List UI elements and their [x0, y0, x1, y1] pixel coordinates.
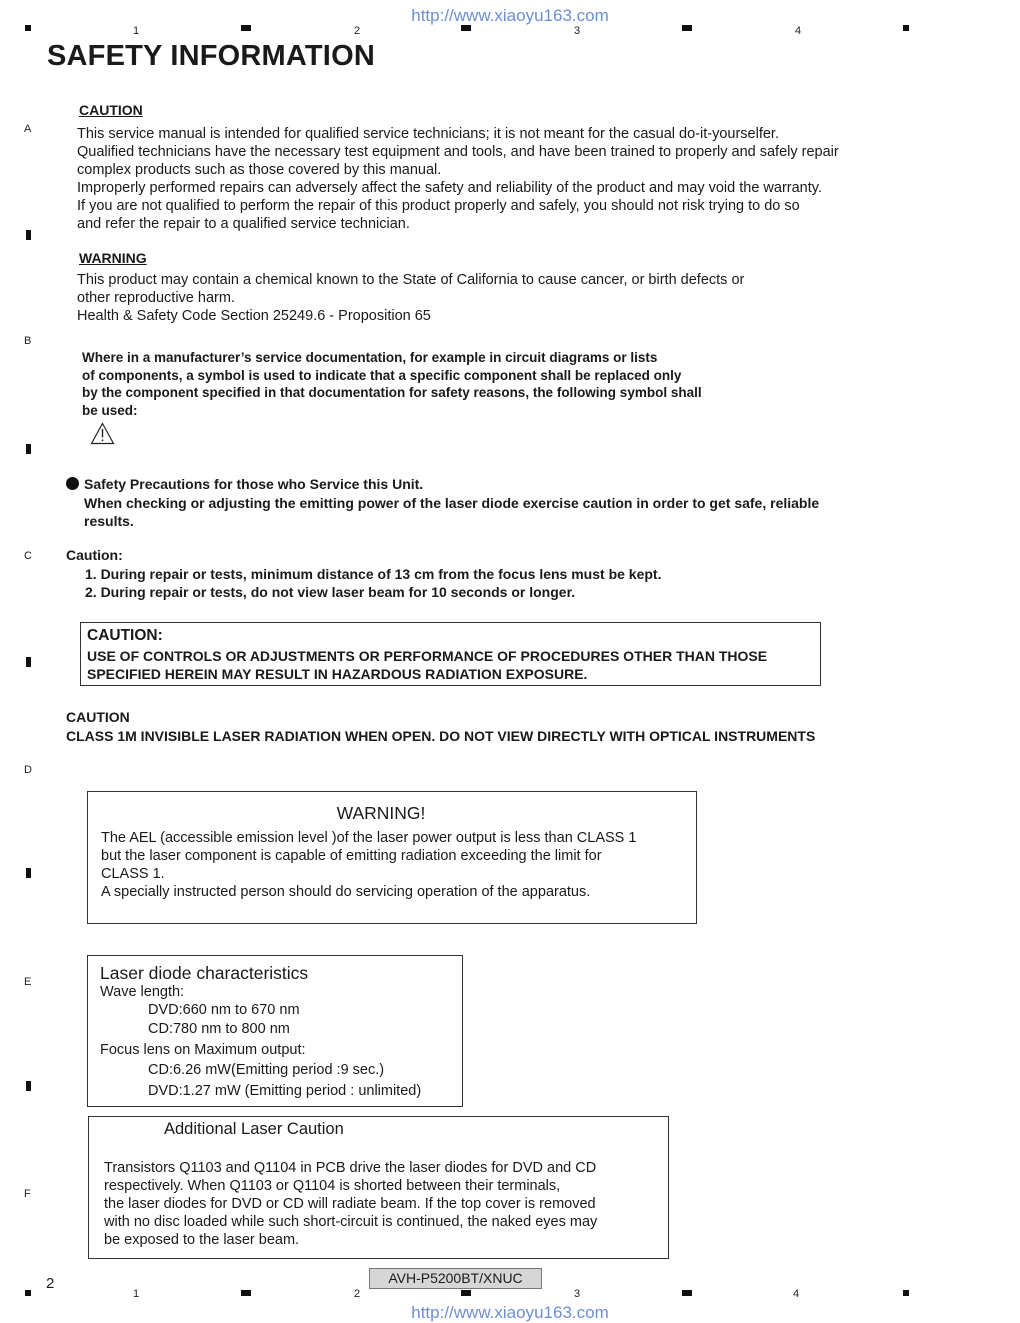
symbol-note-line: Where in a manufacturer’s service documentation, for example in circuit diagrams or lists — [82, 350, 658, 365]
precautions-line: results. — [84, 513, 134, 529]
caution-list — [85, 565, 661, 601]
symbol-note-line: by the component specified in that documentation for safety reasons, the following symbol shall — [82, 385, 702, 400]
caution-box-line: SPECIFIED HEREIN MAY RESULT IN HAZARDOUS RADIATION EXPOSURE. — [87, 666, 588, 682]
caution-list-item: 1. During repair or tests, minimum distance of 13 cm from the focus lens must be kept. — [85, 566, 662, 582]
row-letter: A — [24, 123, 32, 135]
caution-box-line: USE OF CONTROLS OR ADJUSTMENTS OR PERFORMANCE OF PROCEDURES OTHER THAN THOSE — [87, 648, 768, 664]
additional-box-line: be exposed to the laser beam. — [104, 1232, 300, 1248]
additional-box-line: respectively. When Q1103 or Q1104 is shorted between their terminals, — [104, 1178, 561, 1194]
caution-line: If you are not qualified to perform the repair of this product properly and safely, you should not risk trying to do so — [77, 198, 800, 214]
corner-mark-top-right — [903, 25, 909, 31]
column-mark-top — [461, 25, 471, 31]
column-number: 1 — [133, 1288, 140, 1300]
caution-line: Improperly performed repairs can adversely affect the safety and reliability of the product and may void the warranty. — [77, 180, 822, 196]
caution-line: and refer the repair to a qualified service technician. — [77, 216, 410, 232]
page-number: 2 — [46, 1275, 55, 1292]
model-number: AVH-P5200BT/XNUC — [369, 1268, 542, 1289]
caution-box — [80, 622, 821, 686]
laser-characteristics-box — [87, 955, 463, 1107]
column-mark-bottom — [241, 1290, 251, 1296]
warning-triangle-icon — [90, 422, 115, 445]
row-letter: F — [24, 1188, 31, 1200]
warning-box-line: CLASS 1. — [101, 866, 165, 882]
warning-box-heading: WARNING! — [336, 803, 426, 823]
corner-mark-bottom-left — [25, 1290, 31, 1296]
additional-laser-caution-box — [88, 1116, 669, 1259]
symbol-note — [82, 349, 702, 419]
footer-url[interactable]: http://www.xiaoyu163.com — [411, 1303, 609, 1322]
column-mark-top — [682, 25, 692, 31]
caution-heading: CAUTION — [79, 102, 143, 118]
additional-box-line: with no disc loaded while such short-circuit is continued, the naked eyes may — [104, 1214, 598, 1230]
row-mark — [26, 1081, 31, 1091]
row-mark — [26, 444, 31, 454]
additional-box-heading: Additional Laser Caution — [164, 1120, 344, 1138]
symbol-note-line: be used: — [82, 402, 138, 418]
warning-line: Health & Safety Code Section 25249.6 - Proposition 65 — [77, 308, 431, 324]
bullet-icon — [66, 477, 79, 490]
warning-box — [87, 791, 697, 924]
caution-list-heading: Caution: — [66, 547, 123, 563]
warning-heading: WARNING — [79, 250, 147, 266]
additional-box-text — [104, 1159, 597, 1249]
column-number: 3 — [574, 25, 581, 37]
column-mark-top — [241, 25, 251, 31]
caution-paragraph — [77, 125, 839, 233]
precautions-title: Safety Precautions for those who Service this Unit. — [84, 476, 424, 492]
column-mark-bottom — [461, 1290, 471, 1296]
focus-cd: CD:6.26 mW(Emitting period :9 sec.) — [148, 1062, 385, 1078]
warning-paragraph — [77, 271, 744, 325]
precautions-line: When checking or adjusting the emitting power of the laser diode exercise caution in order to get safe, reliable — [84, 494, 820, 511]
corner-mark-top-left — [25, 25, 31, 31]
page-title: SAFETY INFORMATION — [47, 40, 375, 72]
row-letter: E — [24, 976, 32, 988]
wave-length-label: Wave length: — [100, 984, 185, 1000]
warning-box-line: but the laser component is capable of emitting radiation exceeding the limit for — [101, 848, 602, 864]
row-letter: C — [24, 550, 32, 562]
column-number: 4 — [795, 25, 802, 37]
warning-line: This product may contain a chemical known to the State of California to cause cancer, or birth defects or — [77, 272, 745, 288]
corner-mark-bottom-right — [903, 1290, 909, 1296]
focus-lens-label: Focus lens on Maximum output: — [100, 1042, 306, 1058]
warning-box-text — [101, 829, 636, 901]
focus-dvd: DVD:1.27 mW (Emitting period : unlimited) — [148, 1083, 422, 1099]
warning-box-line: The AEL (accessible emission level )of the laser power output is less than CLASS 1 — [101, 830, 637, 846]
header-url[interactable]: http://www.xiaoyu163.com — [411, 6, 609, 25]
column-number: 1 — [133, 25, 140, 37]
column-number: 2 — [354, 25, 361, 37]
caution-line: This service manual is intended for qualified service technicians; it is not meant for the casual do-it-yourselfer. — [77, 126, 779, 142]
background-watermark — [60, 95, 77, 164]
warning-line: other reproductive harm. — [77, 290, 235, 306]
row-mark — [26, 230, 31, 240]
symbol-note-line: of components, a symbol is used to indicate that a specific component shall be replaced only — [82, 367, 682, 383]
caution-list-item: 2. During repair or tests, do not view laser beam for 10 seconds or longer. — [85, 584, 576, 600]
column-number: 4 — [793, 1288, 800, 1300]
class-caution-heading: CAUTION — [66, 709, 130, 725]
column-number: 3 — [574, 1288, 581, 1300]
precautions-block — [84, 475, 819, 531]
row-letter: D — [24, 764, 32, 776]
additional-box-line: Transistors Q1103 and Q1104 in PCB drive the laser diodes for DVD and CD — [104, 1160, 597, 1176]
caution-line: complex products such as those covered by this manual. — [77, 162, 442, 178]
wave-length-cd: CD:780 nm to 800 nm — [148, 1021, 290, 1037]
wave-length-dvd: DVD:660 nm to 670 nm — [148, 1002, 300, 1018]
column-mark-bottom — [682, 1290, 692, 1296]
row-mark — [26, 868, 31, 878]
additional-box-line: the laser diodes for DVD or CD will radiate beam. If the top cover is removed — [104, 1196, 596, 1212]
laser-box-heading: Laser diode characteristics — [100, 963, 309, 983]
warning-box-line: A specially instructed person should do servicing operation of the apparatus. — [101, 884, 591, 900]
row-mark — [26, 657, 31, 667]
row-letter: B — [24, 335, 32, 347]
column-number: 2 — [354, 1288, 361, 1300]
class-caution-text: CLASS 1M INVISIBLE LASER RADIATION WHEN OPEN. DO NOT VIEW DIRECTLY WITH OPTICAL INSTRUMENTS — [66, 728, 816, 744]
caution-box-heading: CAUTION: — [87, 627, 163, 644]
caution-line: Qualified technicians have the necessary test equipment and tools, and have been trained to properly and safely repair — [77, 144, 839, 160]
caution-box-text — [87, 647, 767, 683]
